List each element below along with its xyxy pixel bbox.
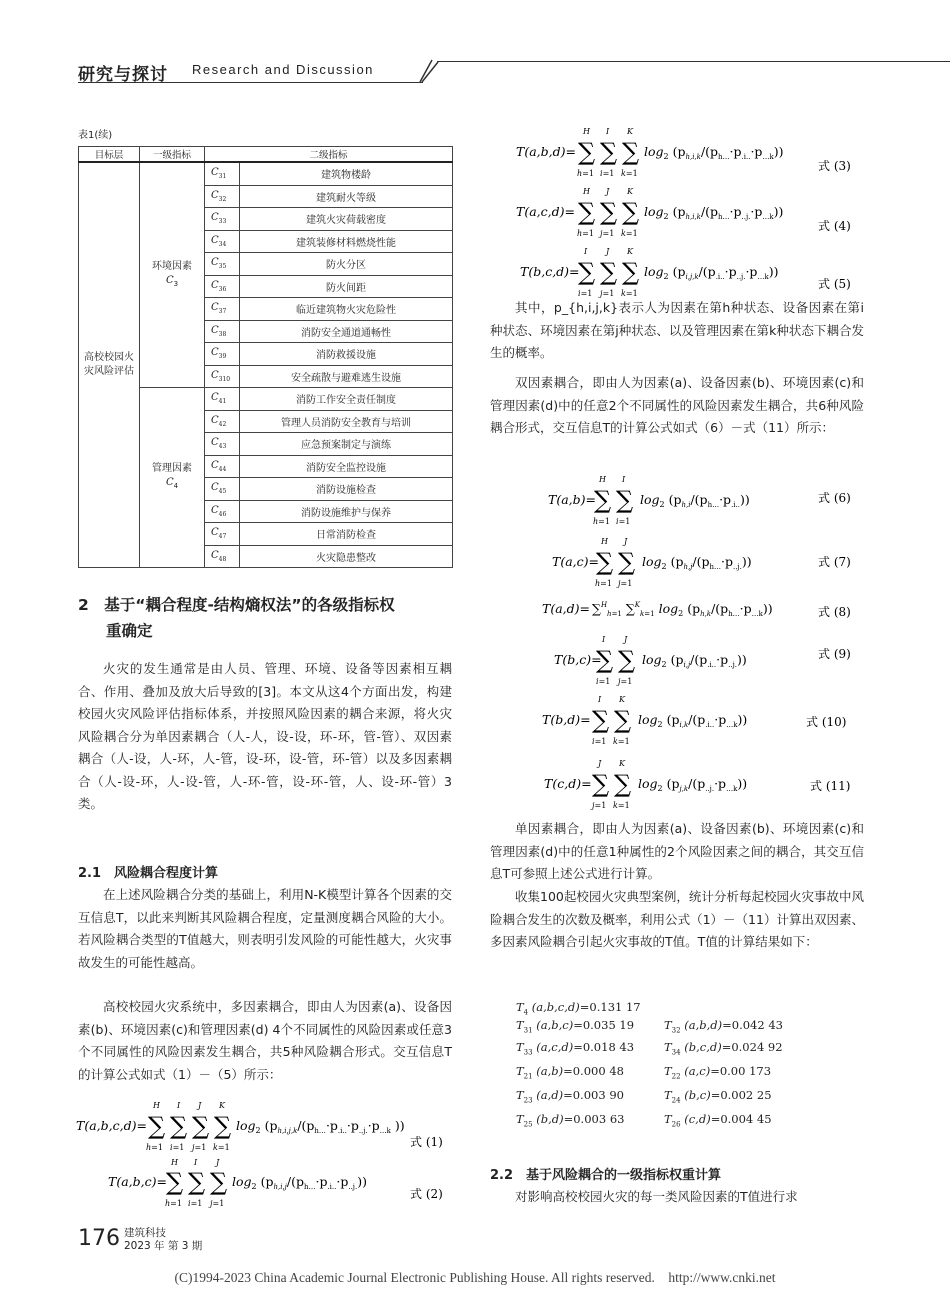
section-title-cn: 研究与探讨	[78, 65, 168, 85]
indicator-cell: 消防设施检查	[240, 478, 453, 501]
svg-text:k=1: k=1	[213, 1143, 230, 1152]
svg-text:∑: ∑	[592, 770, 610, 798]
equation-9	[554, 632, 888, 688]
indicator-cell: 消防安全监控设施	[240, 455, 453, 478]
svg-text:K: K	[627, 187, 633, 196]
svg-text:K: K	[627, 127, 633, 136]
code-cell: $C_{42}$	[205, 410, 240, 433]
indicator-cell: 临近建筑物火灾危险性	[240, 298, 453, 321]
svg-text:I: I	[606, 127, 610, 136]
indicator-cell: 建筑火灾荷载密度	[240, 208, 453, 231]
group-mgmt: 管理因素 $C_4$	[140, 388, 205, 568]
svg-text:∑: ∑	[618, 646, 636, 674]
copyright-notice: (C)1994-2023 China Academic Journal Electronic Publishing House. All rights reserved. http://www.cnki.net	[174, 1270, 776, 1285]
svg-text:j=1: j=1	[600, 229, 615, 238]
svg-text:∑: ∑	[616, 486, 634, 514]
indicator-cell: 管理人员消防安全教育与培训	[240, 410, 453, 433]
t-value-row: $T_{33}$ (a,c,d)=0.018 43	[516, 1040, 635, 1057]
svg-text:k=1: k=1	[621, 229, 638, 238]
single-factor-paragraph: 单因素耦合，即由人为因素(a)、设备因素(b)、环境因素(c)和管理因素(d)中的任意1种属性的2个风险因素之间的耦合，其交互信息T可参照上述公式进行计算。	[490, 821, 864, 881]
svg-text:i=1: i=1	[596, 677, 611, 686]
svg-text:log2 (ph,i,j/(ph…·p.i..·p..j.): $\log_2 (p_{h,i,j}/(p_{h\dots}\cdot p_{.i..}\cdot p_{..j.}))$	[232, 1174, 367, 1191]
svg-text:T(a,b)=: T(a,b)=	[548, 492, 596, 507]
svg-text:∑: ∑	[600, 258, 618, 286]
header-level1: 一级指标	[140, 147, 205, 163]
svg-text:J: J	[598, 759, 602, 768]
svg-text:log2 (ph,i,k/(ph…·p.i..·p…k)): $\log_2 (p_{h,i,k}/(p_{h\dots}\cdot p_{.i..}\cdot p_{\dots k}))$	[644, 144, 784, 161]
indicator-cell: 消防安全通道通畅性	[240, 320, 453, 343]
svg-text:T(a,b,c)=: T(a,b,c)=	[108, 1174, 167, 1189]
equation-1	[76, 1098, 456, 1158]
t-value-row: $T_{25}$ (b,d)=0.003 63	[516, 1112, 625, 1129]
equation-3	[516, 124, 896, 180]
section-2-2-heading: 2.2 基于风险耦合的一级指标权重计算	[490, 1168, 722, 1183]
code-cell: $C_{38}$	[205, 320, 240, 343]
svg-text:K: K	[219, 1101, 225, 1110]
svg-text:I: I	[598, 695, 602, 704]
svg-text:J: J	[606, 187, 610, 196]
t-value-row: $T_{21}$ (a,b)=0.000 48	[516, 1064, 624, 1081]
t-value-row: $T_{26}$ (c,d)=0.004 45	[664, 1112, 772, 1129]
code-cell: $C_{33}$	[205, 208, 240, 231]
equation-11	[544, 756, 888, 812]
svg-text:H: H	[583, 127, 590, 136]
svg-text:∑: ∑	[214, 1112, 232, 1140]
svg-text:J: J	[198, 1101, 202, 1110]
indicator-cell: 建筑物楼龄	[240, 162, 453, 185]
header-level2: 二级指标	[205, 147, 453, 163]
svg-text:∑: ∑	[578, 258, 596, 286]
svg-text:T(c,d)=: T(c,d)=	[544, 776, 592, 791]
svg-text:j=1: j=1	[600, 289, 615, 298]
indicator-cell: 应急预案制定与演练	[240, 433, 453, 456]
svg-text:∑: ∑	[578, 138, 596, 166]
svg-text:∑: ∑	[170, 1112, 188, 1140]
svg-text:T(b,c,d)=: T(b,c,d)=	[520, 264, 580, 279]
group-env: 环境因素 $C_3$	[140, 162, 205, 388]
equation-10	[542, 692, 888, 748]
svg-text:i=1: i=1	[188, 1199, 203, 1208]
svg-text:I: I	[602, 635, 606, 644]
svg-text:∑: ∑	[166, 1168, 184, 1196]
code-cell: $C_{47}$	[205, 523, 240, 546]
svg-text:H: H	[153, 1101, 160, 1110]
svg-text:∑: ∑	[596, 646, 614, 674]
section-2-1-heading: 2.1 风险耦合程度计算	[78, 866, 219, 881]
indicator-cell: 防火分区	[240, 253, 453, 276]
svg-text:log2 (pi,j/(p.i..·p..j.)): $\log_2 (p_{i,j}/(p_{.i..}\cdot p_{..j.}))$	[642, 652, 747, 669]
svg-text:log2 (ph,i/(ph…·p.i..)): $\log_2 (p_{h,i}/(p_{h\dots}\cdot p_{.i..}))$	[640, 492, 750, 509]
svg-text:log2 (pi,j,k/(p.i..·p..j.·p…k): $\log_2 (p_{i,j,k}/(p_{.i..}\cdot p_{..j.}\cdot p_{\dots k}))$	[644, 264, 779, 281]
t-value-row: $T_{23}$ (a,d)=0.003 90	[516, 1088, 624, 1105]
svg-text:i=1: i=1	[578, 289, 593, 298]
svg-text:J: J	[606, 247, 610, 256]
code-cell: $C_{310}$	[205, 365, 240, 388]
svg-text:log2 (ph,i,j,k/(ph…·p.i..·p..j: $\log_2 (p_{h,i,j,k}/(p_{h\dots}\cdot p_{.i..}\cdot p_{..j.}\cdot p_{\dots k}$ ))	[236, 1118, 405, 1135]
svg-text:i=1: i=1	[616, 517, 631, 526]
svg-text:I: I	[622, 475, 626, 484]
svg-text:H: H	[171, 1158, 178, 1167]
t-value-row: $T_{32}$ (a,b,d)=0.042 43	[664, 1018, 783, 1035]
svg-text:式 (8): 式 (8)	[818, 605, 851, 619]
svg-text:K: K	[619, 695, 625, 704]
collect-paragraph: 收集100起校园火灾典型案例，统计分析每起校园火灾事故中风险耦合发生的次数及概率，利用公式（1）－（11）计算出双因素、多因素风险耦合引起火灾事故的T值。T值的计算结果如下：	[490, 889, 864, 949]
svg-text:k=1: k=1	[621, 169, 638, 178]
header-rule-diagonal	[420, 60, 440, 84]
svg-text:T(a,d)=: T(a,d)=	[542, 601, 590, 616]
equation-8	[542, 596, 888, 626]
svg-text:∑: ∑	[622, 258, 640, 286]
indicator-cell: 消防设施维护与保养	[240, 500, 453, 523]
svg-text:式 (5): 式 (5)	[818, 277, 851, 291]
equation-7	[552, 534, 888, 590]
index-table	[78, 146, 453, 568]
svg-text:I: I	[194, 1158, 198, 1167]
code-cell: $C_{37}$	[205, 298, 240, 321]
code-cell: $C_{35}$	[205, 253, 240, 276]
svg-text:∑: ∑	[600, 198, 618, 226]
svg-text:∑: ∑	[210, 1168, 228, 1196]
t-value-row: $T_{24}$ (b,c)=0.002 25	[664, 1088, 772, 1105]
svg-text:∑: ∑	[596, 548, 614, 576]
code-cell: $C_{34}$	[205, 230, 240, 253]
equation-6	[548, 472, 888, 528]
svg-text:H: H	[599, 475, 606, 484]
indicator-cell: 建筑装修材料燃烧性能	[240, 230, 453, 253]
svg-text:∑: ∑	[578, 198, 596, 226]
svg-text:J: J	[624, 635, 628, 644]
t-value-row: $T_{34}$ (b,c,d)=0.024 92	[664, 1040, 783, 1057]
svg-text:∑: ∑	[192, 1112, 210, 1140]
svg-text:∑: ∑	[594, 486, 612, 514]
code-cell: $C_{45}$	[205, 478, 240, 501]
svg-text:j=1: j=1	[592, 801, 607, 810]
svg-text:式 (6): 式 (6)	[818, 491, 851, 505]
code-cell: $C_{46}$	[205, 500, 240, 523]
svg-text:K: K	[619, 759, 625, 768]
code-cell: $C_{32}$	[205, 185, 240, 208]
svg-text:式 (3): 式 (3)	[818, 159, 851, 173]
svg-text:T(b,d)=: T(b,d)=	[542, 712, 591, 727]
code-cell: $C_{39}$	[205, 343, 240, 366]
svg-text:h=1: h=1	[595, 579, 612, 588]
svg-text:j=1: j=1	[618, 579, 633, 588]
code-cell: $C_{43}$	[205, 433, 240, 456]
svg-text:∑Hh=1 ∑Kk=1 log2 (ph,k/(ph…·p…: ∑$^H_{h=1}$ ∑$^K_{k=1}$ $\log_2 (p_{h,k}/(p_{h\dots}\cdot p_{\dots k}))$	[592, 601, 773, 618]
svg-text:log2 (pj,k/(p..j.·p…k)): $\log_2 (p_{j,k}/(p_{..j.}\cdot p_{\dots k}))$	[638, 776, 748, 793]
code-cell: $C_{48}$	[205, 545, 240, 568]
section-title-en: Research and Discussion	[192, 62, 374, 77]
indicator-cell: 消防救援设施	[240, 343, 453, 366]
svg-text:H: H	[601, 537, 608, 546]
svg-text:i=1: i=1	[600, 169, 615, 178]
svg-text:h=1: h=1	[165, 1199, 182, 1208]
code-cell: $C_{31}$	[205, 162, 240, 185]
svg-text:式 (9): 式 (9)	[818, 647, 851, 661]
svg-text:T(a,c)=: T(a,c)=	[552, 554, 599, 569]
svg-text:式 (11): 式 (11)	[810, 779, 851, 793]
indicator-cell: 火灾隐患整改	[240, 545, 453, 568]
svg-text:log2 (ph,i,k/(ph…·p..j.·p…k)): $\log_2 (p_{h,i,k}/(p_{h\dots}\cdot p_{..j.}\cdot p_{\dots k}))$	[644, 204, 784, 221]
svg-text:式 (2): 式 (2)	[410, 1187, 443, 1201]
svg-text:T(a,c,d)=: T(a,c,d)=	[516, 204, 575, 219]
equation-2	[108, 1158, 458, 1214]
code-cell: $C_{36}$	[205, 275, 240, 298]
svg-text:∑: ∑	[592, 706, 610, 734]
svg-text:log2 (ph,j/(ph…·p..j.)): $\log_2 (p_{h,j}/(p_{h\dots}\cdot p_{..j.}))$	[642, 554, 752, 571]
goal-cell: 高校校园火灾风险评估	[79, 162, 140, 568]
svg-text:i=1: i=1	[170, 1143, 185, 1152]
svg-text:式 (4): 式 (4)	[818, 219, 851, 233]
svg-text:式 (10): 式 (10)	[806, 715, 847, 729]
svg-text:log2 (pi,k/(p.i..·p…k)): $\log_2 (p_{i,k}/(p_{.i..}\cdot p_{\dots k}))$	[638, 712, 748, 729]
svg-text:h=1: h=1	[577, 229, 594, 238]
svg-text:J: J	[624, 537, 628, 546]
svg-text:j=1: j=1	[618, 677, 633, 686]
svg-text:T(a,b,d)=: T(a,b,d)=	[516, 144, 576, 159]
svg-text:∑: ∑	[148, 1112, 166, 1140]
where-paragraph: 其中，p_{h,i,j,k}表示人为因素在第h种状态、设备因素在第i种状态、环境因素在第j种状态、以及管理因素在第k种状态下耦合发生的概率。	[490, 300, 864, 360]
svg-text:I: I	[584, 247, 588, 256]
svg-text:j=1: j=1	[210, 1199, 225, 1208]
double-factor-paragraph: 双因素耦合，即由人为因素(a)、设备因素(b)、环境因素(c)和管理因素(d)中的任意2个不同属性的风险因素发生耦合，共6种风险耦合形式，交互信息T的计算公式如式（6）－式（11）所示：	[490, 375, 864, 435]
equation-4	[516, 184, 896, 240]
svg-text:k=1: k=1	[613, 737, 630, 746]
svg-text:K: K	[627, 247, 633, 256]
svg-text:∑: ∑	[622, 198, 640, 226]
section-2-1-paragraph-1: 在上述风险耦合分类的基础上，利用N-K模型计算各个因素的交互信息T，以此来判断其风险耦合程度，定量测度耦合风险的大小。若风险耦合类型的T值越大，则表明引发风险的可能性越大，火灾事故发生的可能性越高。	[78, 887, 452, 970]
svg-text:∑: ∑	[600, 138, 618, 166]
code-cell: $C_{44}$	[205, 455, 240, 478]
svg-text:∑: ∑	[188, 1168, 206, 1196]
indicator-cell: 安全疏散与避难逃生设施	[240, 365, 453, 388]
svg-text:∑: ∑	[622, 138, 640, 166]
svg-text:i=1: i=1	[592, 737, 607, 746]
svg-text:T(b,c)=: T(b,c)=	[554, 652, 602, 667]
section-2-2-paragraph: 对影响高校校园火灾的每一类风险因素的T值进行求	[515, 1189, 798, 1204]
header-goal: 目标层	[79, 147, 140, 163]
page-number: 176	[78, 1226, 120, 1251]
section-2-heading: 2 基于“耦合程度-结构熵权法”的各级指标权 重确定	[78, 596, 395, 640]
svg-text:∑: ∑	[614, 770, 632, 798]
code-cell: $C_{41}$	[205, 388, 240, 411]
svg-text:k=1: k=1	[621, 289, 638, 298]
svg-text:j=1: j=1	[192, 1143, 207, 1152]
svg-text:式 (7): 式 (7)	[818, 555, 851, 569]
svg-text:I: I	[177, 1101, 181, 1110]
eq1-lhs: T(a,b,c,d)=	[76, 1118, 147, 1133]
svg-text:k=1: k=1	[613, 801, 630, 810]
journal-info: 建筑科技 2023 年 第 3 期	[124, 1227, 203, 1252]
table-caption: 表1(续)	[78, 130, 113, 141]
indicator-cell: 建筑耐火等级	[240, 185, 453, 208]
svg-text:h=1: h=1	[146, 1143, 163, 1152]
svg-text:h=1: h=1	[577, 169, 594, 178]
section-2-1-paragraph-2: 高校校园火灾系统中，多因素耦合，即由人为因素(a)、设备因素(b)、环境因素(c)和管理因素(d) 4个不同属性的风险因素或任意3个不同属性的风险因素发生耦合，共5种风险耦合形式。交互信息T的计算公式如式（1）－（5）所示：	[78, 999, 452, 1082]
indicator-cell: 消防工作安全责任制度	[240, 388, 453, 411]
svg-text:H: H	[583, 187, 590, 196]
t-value-row: $T_{31}$ (a,b,c)=0.035 19	[516, 1018, 635, 1035]
t-value-row: $T_4$ (a,b,c,d)=0.131 17	[516, 1000, 641, 1017]
equation-5	[520, 244, 896, 300]
indicator-cell: 防火间距	[240, 275, 453, 298]
eq1-number: 式 (1)	[410, 1135, 443, 1149]
t-value-row: $T_{22}$ (a,c)=0.00 173	[664, 1064, 772, 1081]
svg-text:J: J	[216, 1158, 220, 1167]
header-rule	[78, 82, 423, 83]
indicator-cell: 日常消防检查	[240, 523, 453, 546]
section-2-paragraph: 火灾的发生通常是由人员、管理、环境、设备等因素相互耦合、作用、叠加及放大后导致的[3]。本文从这4个方面出发，构建校园火灾风险评估指标体系，并按照风险因素的耦合来源，将火灾风险耦合分为单因素耦合（人-人，设-设，环-环，管-管）、双因素耦合（人-设，人-环，人-管，设-环，设-管，环-管）以及多因素耦合（人-设-环，人-设-管，人-环-管，设-环-管，人、设-环-管）3类。	[78, 661, 452, 811]
svg-text:h=1: h=1	[593, 517, 610, 526]
svg-text:∑: ∑	[618, 548, 636, 576]
header-rule-top	[437, 61, 950, 62]
svg-text:∑: ∑	[614, 706, 632, 734]
